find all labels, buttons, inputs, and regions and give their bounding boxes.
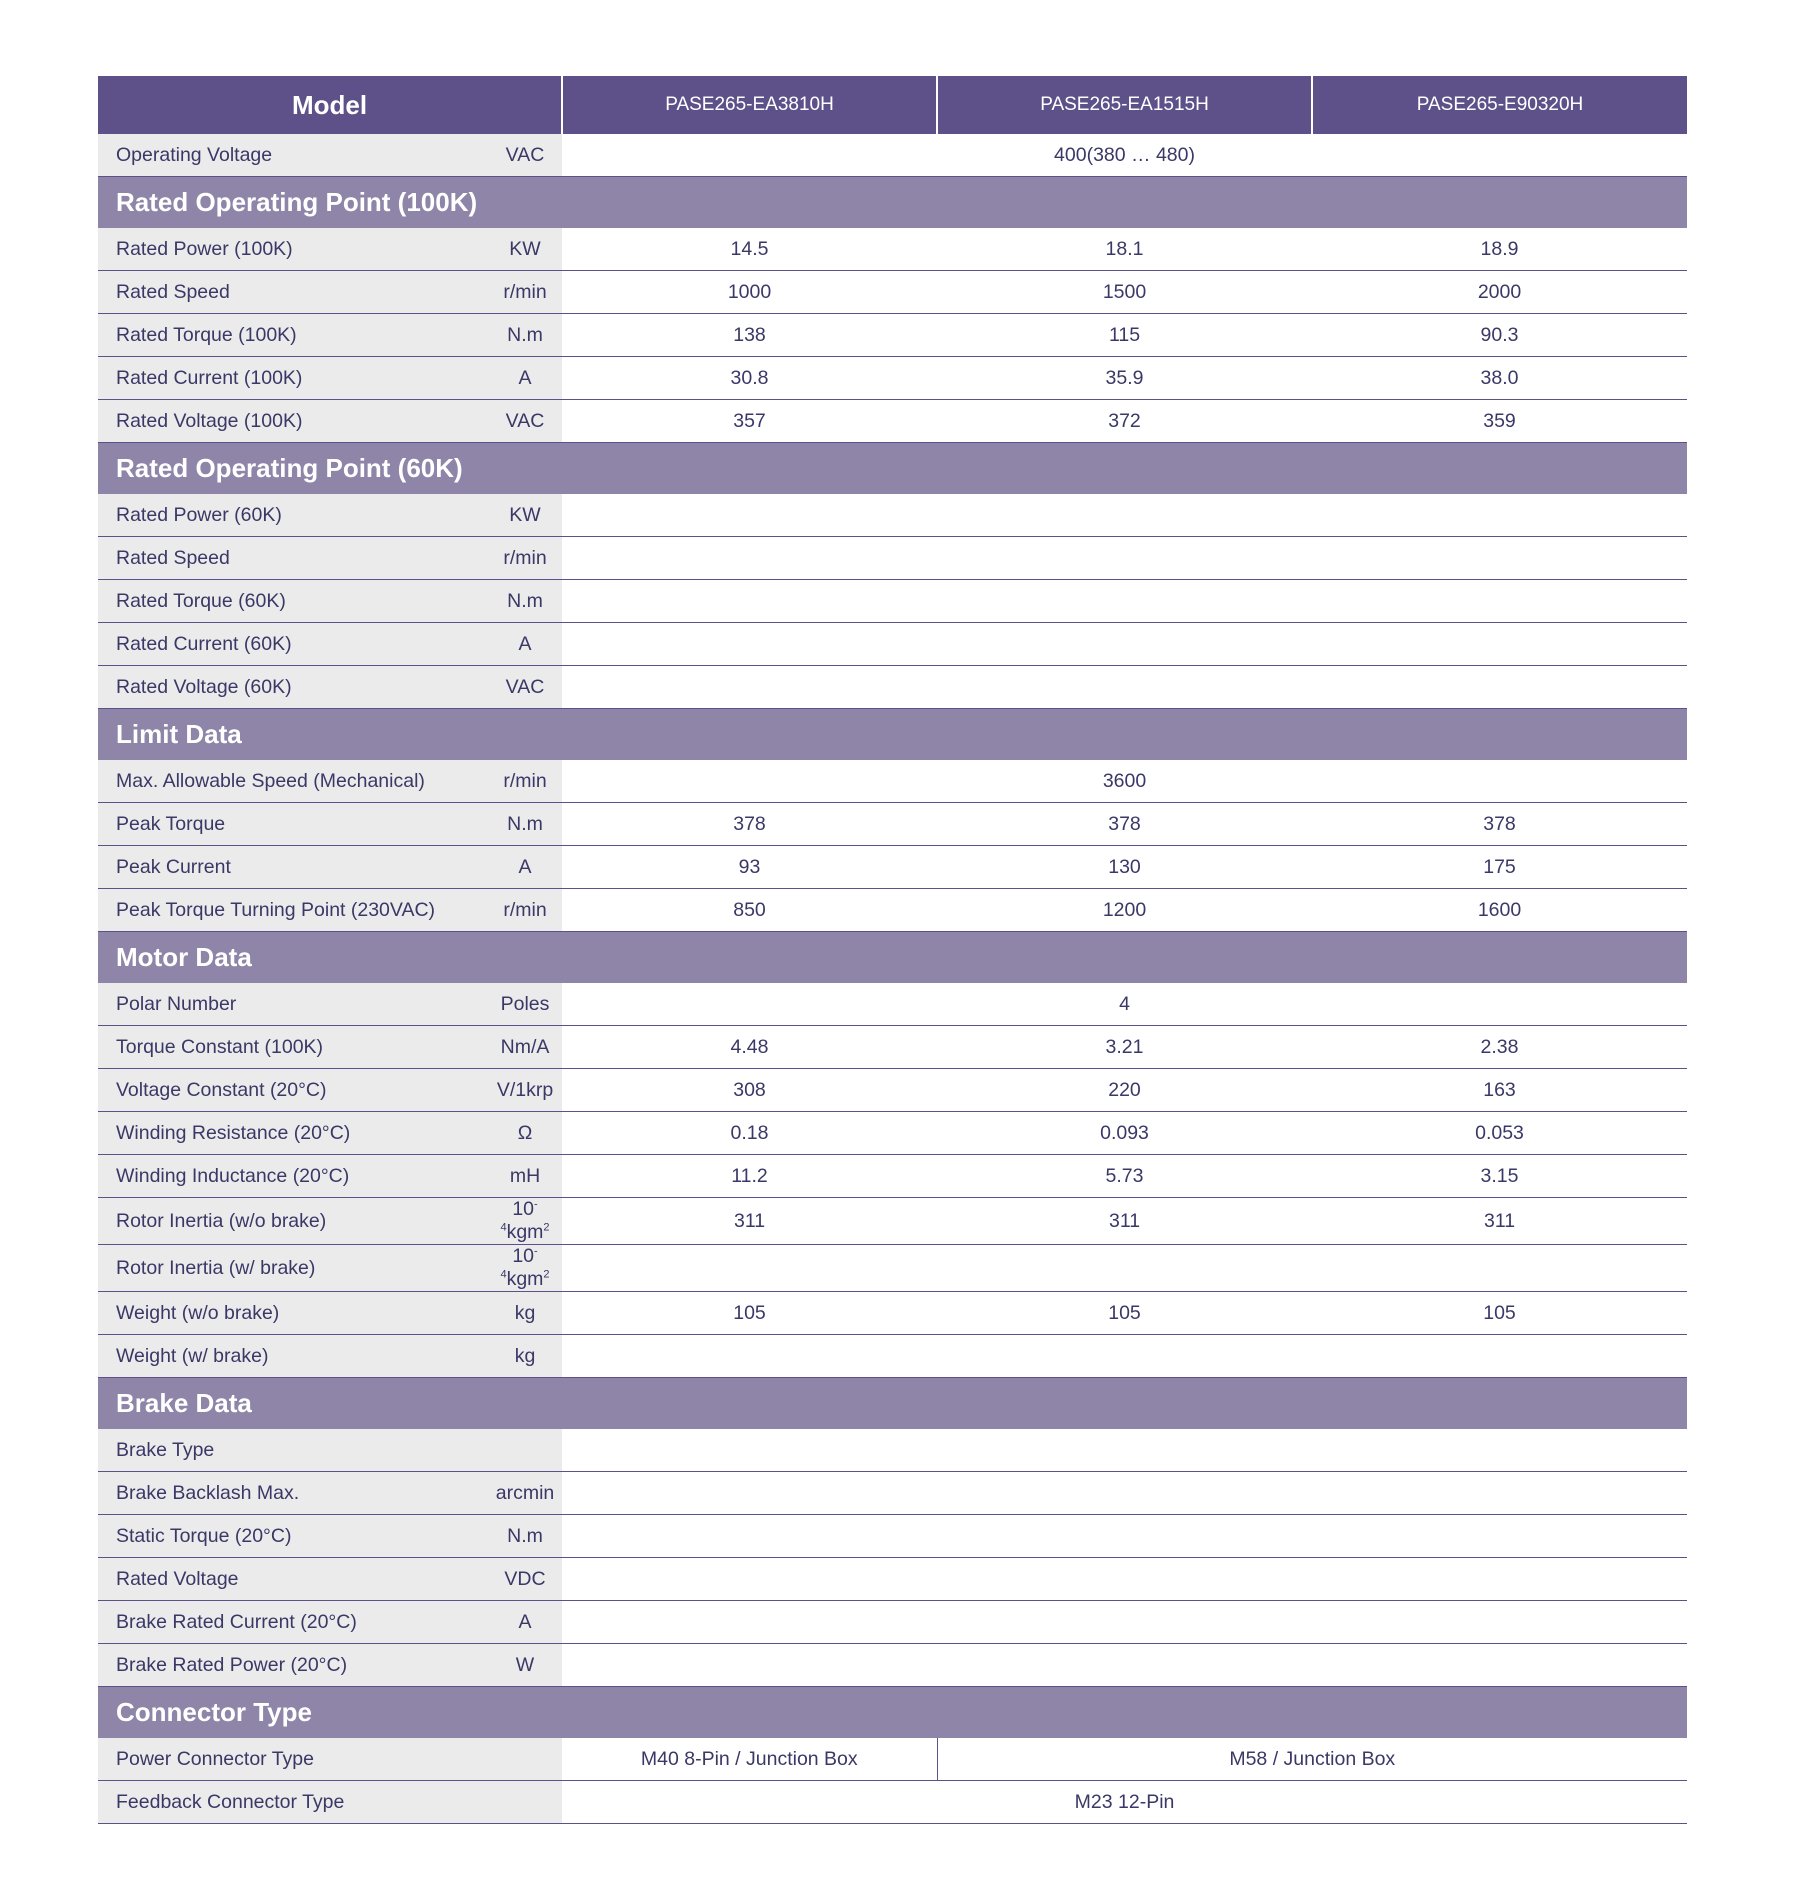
row-unit: VAC <box>488 400 562 443</box>
section-header <box>98 443 1687 495</box>
row-value: 18.1 <box>937 228 1312 271</box>
table-row <box>98 1069 1687 1112</box>
row-label: Rated Power (60K) <box>98 494 488 537</box>
unit-exponent: 2 <box>543 1268 550 1281</box>
section-title: Connector Type <box>98 1687 1687 1739</box>
table-row <box>98 1781 1687 1824</box>
row-value: 3.21 <box>937 1026 1312 1069</box>
row-unit: r/min <box>488 537 562 580</box>
row-label: Polar Number <box>98 983 488 1026</box>
row-label: Rated Torque (100K) <box>98 314 488 357</box>
row-value: 220 <box>937 1069 1312 1112</box>
unit-exponent: -4 <box>500 1198 538 1234</box>
row-unit: N.m <box>488 580 562 623</box>
table-row <box>98 1245 1687 1292</box>
row-value: 5.73 <box>937 1155 1312 1198</box>
row-label: Feedback Connector Type <box>98 1781 562 1824</box>
row-label: Weight (w/ brake) <box>98 1335 488 1378</box>
section-header <box>98 1687 1687 1739</box>
table-row <box>98 1472 1687 1515</box>
section-title: Rated Operating Point (100K) <box>98 177 1687 229</box>
row-unit: W <box>488 1644 562 1687</box>
row-label: Peak Current <box>98 846 488 889</box>
row-label: Rated Current (100K) <box>98 357 488 400</box>
row-value <box>562 1245 1687 1292</box>
table-row <box>98 580 1687 623</box>
table-row <box>98 400 1687 443</box>
section-title: Rated Operating Point (60K) <box>98 443 1687 495</box>
section-header <box>98 1378 1687 1430</box>
section-header <box>98 709 1687 761</box>
row-unit <box>488 1429 562 1472</box>
row-value <box>562 580 1687 623</box>
table-row <box>98 1155 1687 1198</box>
row-value: 93 <box>562 846 937 889</box>
row-value: M58 / Junction Box <box>937 1738 1687 1781</box>
table-row <box>98 537 1687 580</box>
table-row <box>98 228 1687 271</box>
row-value <box>562 1644 1687 1687</box>
row-value <box>562 1601 1687 1644</box>
row-unit: KW <box>488 494 562 537</box>
row-unit: r/min <box>488 271 562 314</box>
row-label: Rated Speed <box>98 537 488 580</box>
row-unit: VAC <box>488 666 562 709</box>
row-value: 4 <box>562 983 1687 1026</box>
row-label: Peak Torque <box>98 803 488 846</box>
row-value: 357 <box>562 400 937 443</box>
row-value: 378 <box>562 803 937 846</box>
spec-table <box>98 76 1687 1824</box>
row-value: 130 <box>937 846 1312 889</box>
row-value: 3.15 <box>1312 1155 1687 1198</box>
row-label: Peak Torque Turning Point (230VAC) <box>98 889 488 932</box>
table-row <box>98 1515 1687 1558</box>
row-value <box>562 1472 1687 1515</box>
table-row <box>98 623 1687 666</box>
table-row <box>98 1558 1687 1601</box>
row-value <box>562 1429 1687 1472</box>
row-unit: arcmin <box>488 1472 562 1515</box>
row-label: Power Connector Type <box>98 1738 562 1781</box>
row-value: 0.18 <box>562 1112 937 1155</box>
row-value <box>562 1515 1687 1558</box>
row-unit: kg <box>488 1335 562 1378</box>
row-value <box>562 1558 1687 1601</box>
row-label: Rotor Inertia (w/o brake) <box>98 1198 488 1245</box>
table-row <box>98 1601 1687 1644</box>
row-value: 35.9 <box>937 357 1312 400</box>
row-value: 14.5 <box>562 228 937 271</box>
row-label: Rated Power (100K) <box>98 228 488 271</box>
table-row <box>98 314 1687 357</box>
unit-exponent: -4 <box>500 1245 538 1281</box>
row-value: 0.093 <box>937 1112 1312 1155</box>
row-value: 1500 <box>937 271 1312 314</box>
row-value: 311 <box>937 1198 1312 1245</box>
row-value: 105 <box>937 1292 1312 1335</box>
table-row <box>98 846 1687 889</box>
spec-sheet <box>98 76 1687 1824</box>
row-value <box>562 494 1687 537</box>
row-value: 30.8 <box>562 357 937 400</box>
table-row <box>98 1198 1687 1245</box>
row-value: 163 <box>1312 1069 1687 1112</box>
table-row <box>98 357 1687 400</box>
unit-exponent: 2 <box>543 1221 550 1234</box>
row-unit: VDC <box>488 1558 562 1601</box>
row-value: 372 <box>937 400 1312 443</box>
unit-base: 10 <box>512 1198 535 1220</box>
row-value: 38.0 <box>1312 357 1687 400</box>
row-value: 105 <box>1312 1292 1687 1335</box>
row-label: Rated Current (60K) <box>98 623 488 666</box>
row-value: 11.2 <box>562 1155 937 1198</box>
row-unit: A <box>488 846 562 889</box>
row-unit: V/1krp <box>488 1069 562 1112</box>
row-value <box>562 537 1687 580</box>
table-row <box>98 803 1687 846</box>
row-unit: A <box>488 1601 562 1644</box>
row-label: Rated Voltage (60K) <box>98 666 488 709</box>
row-unit: N.m <box>488 314 562 357</box>
row-label: Max. Allowable Speed (Mechanical) <box>98 760 488 803</box>
row-value: 90.3 <box>1312 314 1687 357</box>
row-unit <box>488 1245 562 1292</box>
section-title: Limit Data <box>98 709 1687 761</box>
row-label: Weight (w/o brake) <box>98 1292 488 1335</box>
row-value: 1600 <box>1312 889 1687 932</box>
table-row <box>98 494 1687 537</box>
row-label: Brake Rated Power (20°C) <box>98 1644 488 1687</box>
row-value: 311 <box>562 1198 937 1245</box>
row-unit: Nm/A <box>488 1026 562 1069</box>
row-label: Voltage Constant (20°C) <box>98 1069 488 1112</box>
row-label: Winding Inductance (20°C) <box>98 1155 488 1198</box>
table-row <box>98 1738 1687 1781</box>
table-row <box>98 1026 1687 1069</box>
row-value: 359 <box>1312 400 1687 443</box>
row-value: 378 <box>1312 803 1687 846</box>
row-unit: Ω <box>488 1112 562 1155</box>
model-label: Model <box>98 76 562 134</box>
table-row <box>98 134 1687 177</box>
model-name-2: PASE265-EA1515H <box>937 76 1312 134</box>
row-label: Torque Constant (100K) <box>98 1026 488 1069</box>
row-value <box>562 623 1687 666</box>
row-unit: N.m <box>488 1515 562 1558</box>
row-label: Rated Voltage (100K) <box>98 400 488 443</box>
row-value <box>562 1335 1687 1378</box>
row-value: 1000 <box>562 271 937 314</box>
row-unit: KW <box>488 228 562 271</box>
row-value: 308 <box>562 1069 937 1112</box>
section-header <box>98 932 1687 984</box>
table-row <box>98 1429 1687 1472</box>
row-label: Brake Rated Current (20°C) <box>98 1601 488 1644</box>
table-row <box>98 983 1687 1026</box>
row-unit: mH <box>488 1155 562 1198</box>
row-value: 115 <box>937 314 1312 357</box>
row-unit <box>488 1198 562 1245</box>
row-unit: r/min <box>488 889 562 932</box>
row-label: Winding Resistance (20°C) <box>98 1112 488 1155</box>
table-row <box>98 1112 1687 1155</box>
row-value: 4.48 <box>562 1026 937 1069</box>
unit-main: kgm <box>506 1268 544 1290</box>
row-value: 2000 <box>1312 271 1687 314</box>
row-value: 378 <box>937 803 1312 846</box>
table-row <box>98 1644 1687 1687</box>
model-header-row <box>98 76 1687 134</box>
row-label: Rated Speed <box>98 271 488 314</box>
row-value <box>562 666 1687 709</box>
row-label: Brake Backlash Max. <box>98 1472 488 1515</box>
unit-main: kgm <box>506 1221 544 1243</box>
row-value: 175 <box>1312 846 1687 889</box>
row-label: Operating Voltage <box>98 134 488 177</box>
row-unit: N.m <box>488 803 562 846</box>
section-title: Motor Data <box>98 932 1687 984</box>
model-name-3: PASE265-E90320H <box>1312 76 1687 134</box>
row-unit: VAC <box>488 134 562 177</box>
row-value: 311 <box>1312 1198 1687 1245</box>
row-unit: Poles <box>488 983 562 1026</box>
row-value: 850 <box>562 889 937 932</box>
unit-base: 10 <box>512 1245 535 1267</box>
row-unit: A <box>488 623 562 666</box>
row-unit: A <box>488 357 562 400</box>
row-label: Rotor Inertia (w/ brake) <box>98 1245 488 1292</box>
row-value: 18.9 <box>1312 228 1687 271</box>
row-value: 105 <box>562 1292 937 1335</box>
row-value: 3600 <box>562 760 1687 803</box>
section-header <box>98 177 1687 229</box>
table-row <box>98 1292 1687 1335</box>
row-label: Static Torque (20°C) <box>98 1515 488 1558</box>
row-value: 2.38 <box>1312 1026 1687 1069</box>
section-title: Brake Data <box>98 1378 1687 1430</box>
row-label: Brake Type <box>98 1429 488 1472</box>
model-name-1: PASE265-EA3810H <box>562 76 937 134</box>
row-value: 0.053 <box>1312 1112 1687 1155</box>
row-unit: kg <box>488 1292 562 1335</box>
row-value: 138 <box>562 314 937 357</box>
table-row <box>98 271 1687 314</box>
row-value: M23 12-Pin <box>562 1781 1687 1824</box>
row-label: Rated Voltage <box>98 1558 488 1601</box>
row-value: M40 8-Pin / Junction Box <box>562 1738 937 1781</box>
table-row <box>98 760 1687 803</box>
table-row <box>98 666 1687 709</box>
table-row <box>98 1335 1687 1378</box>
row-unit: r/min <box>488 760 562 803</box>
row-value: 400(380 … 480) <box>562 134 1687 177</box>
row-value: 1200 <box>937 889 1312 932</box>
row-label: Rated Torque (60K) <box>98 580 488 623</box>
table-row <box>98 889 1687 932</box>
